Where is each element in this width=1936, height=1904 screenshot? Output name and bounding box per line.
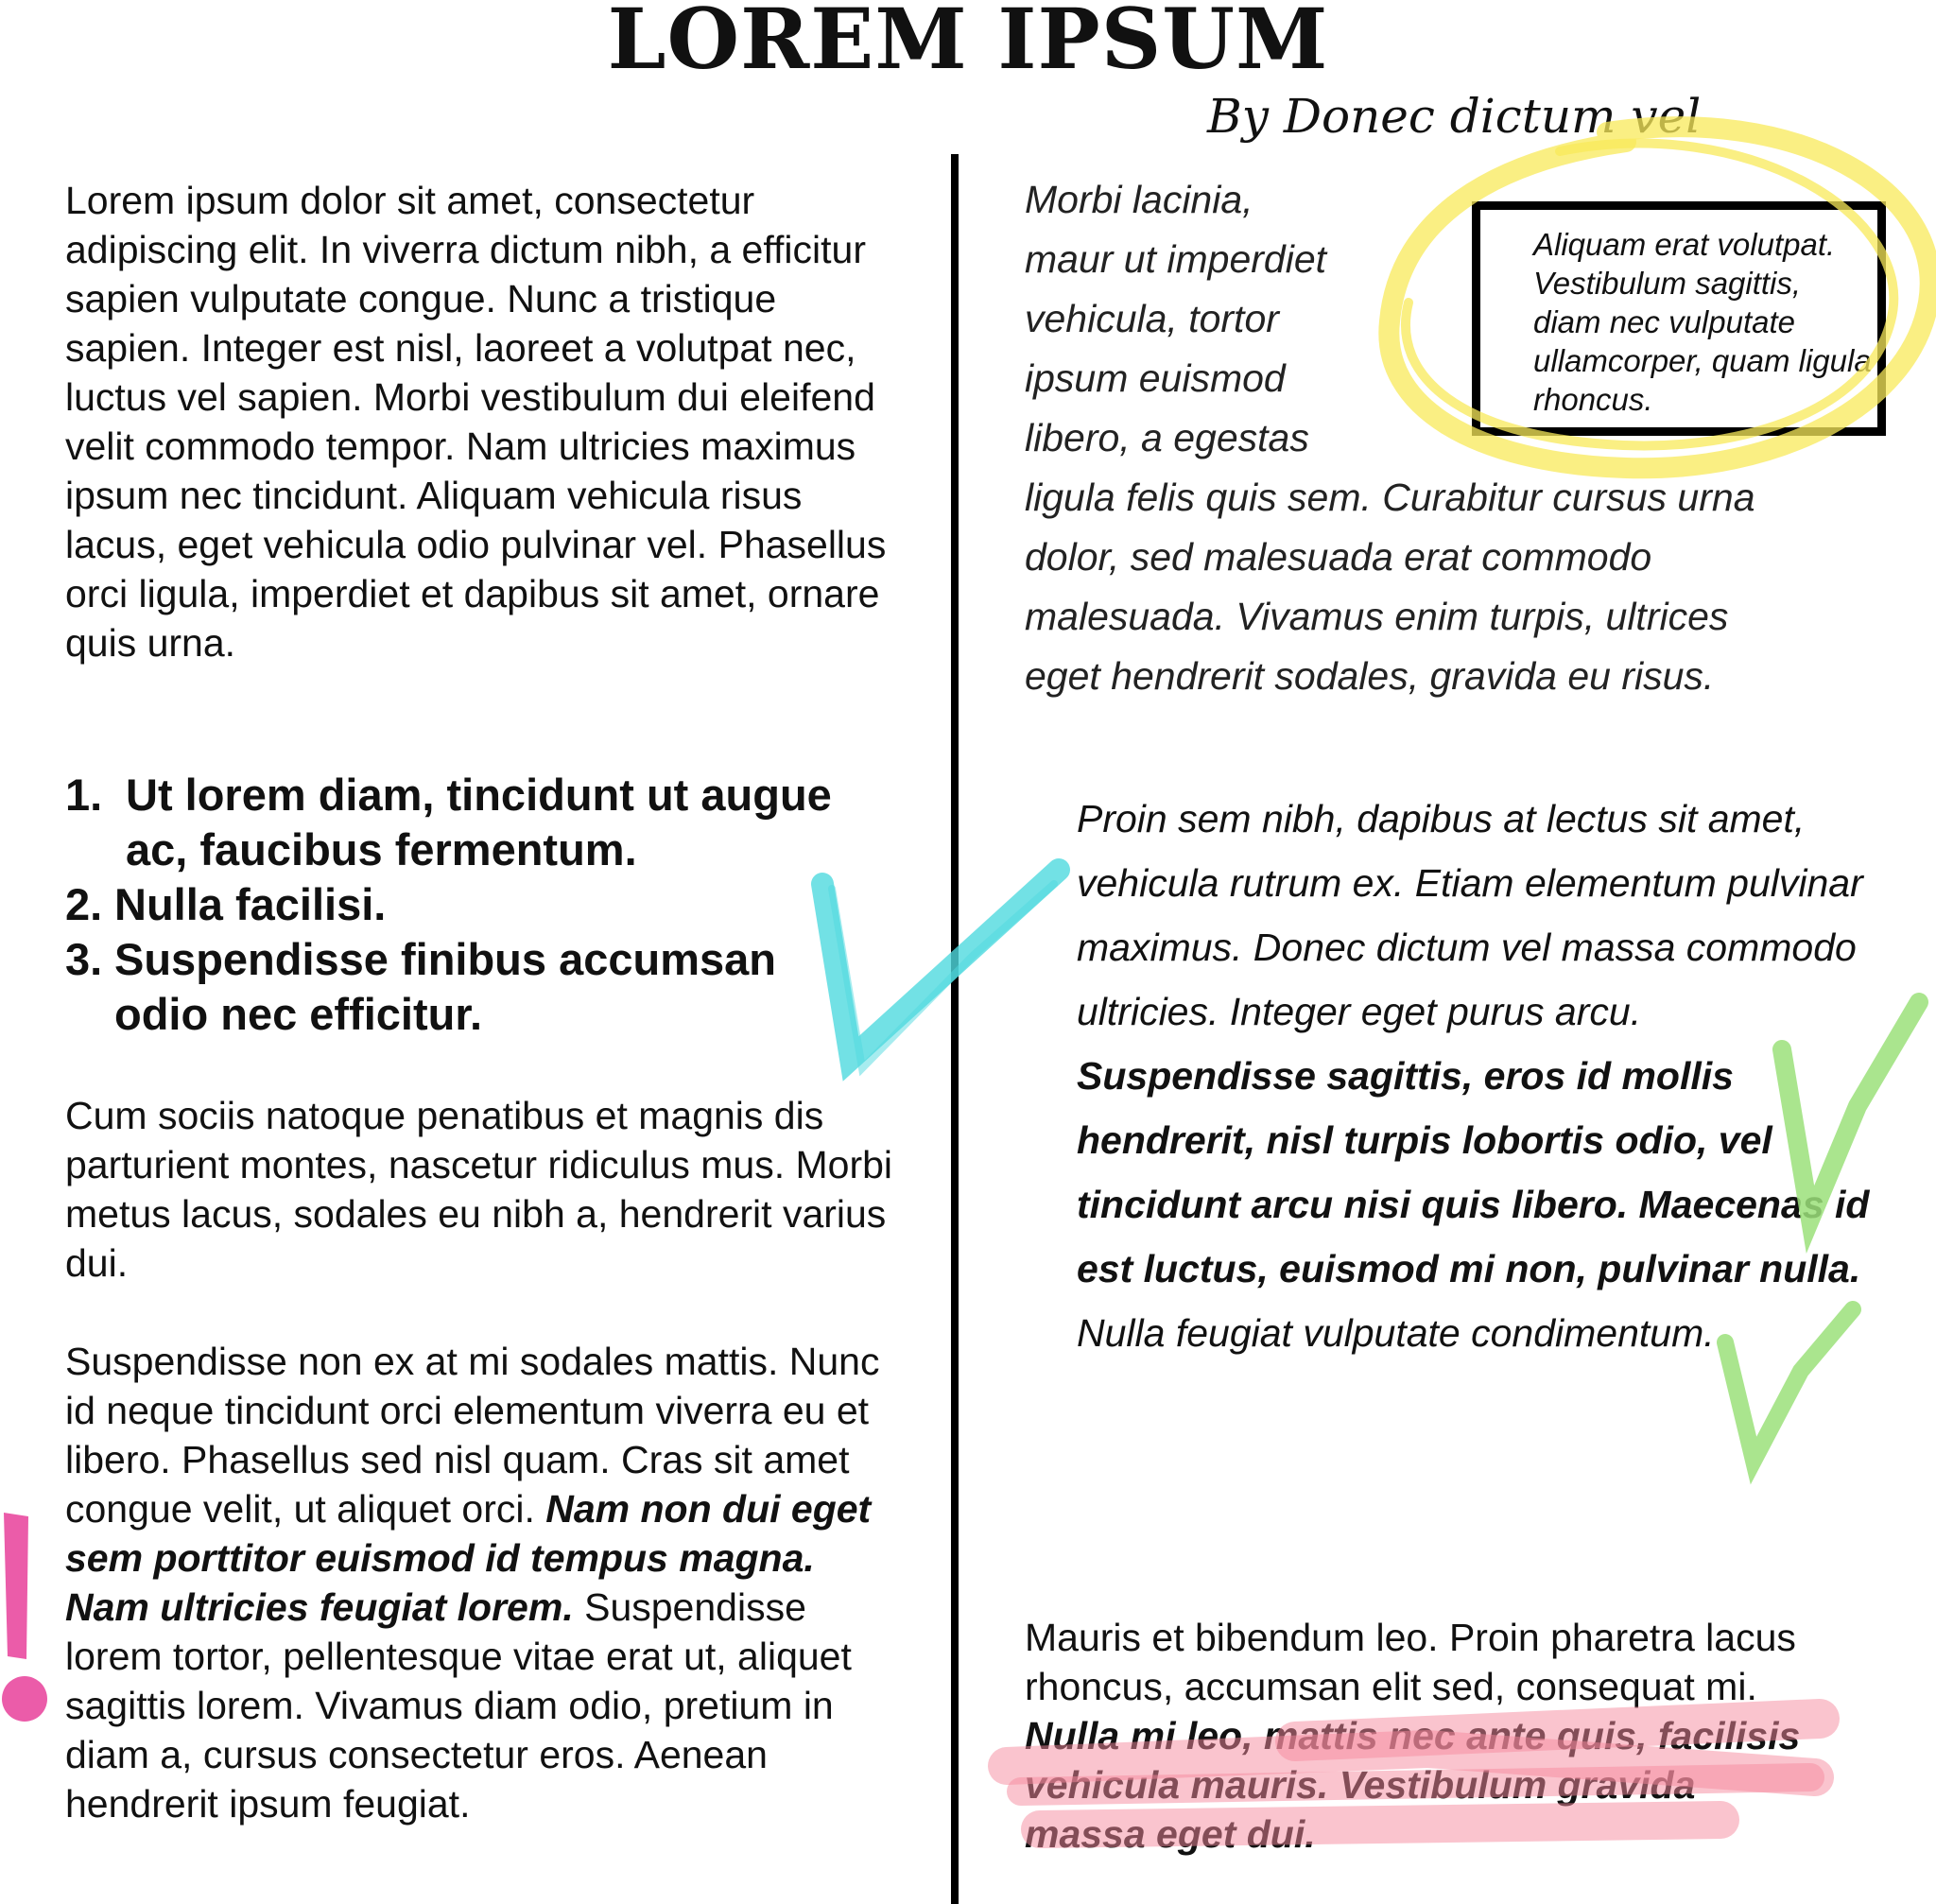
list-number: 2. — [65, 879, 103, 929]
left-paragraph-3 — [65, 1337, 907, 1828]
callout-text: Aliquam erat volutpat. Vestibulum sagittis, diam nec vulputate ullamcorper, quam ligula rhoncus. — [1533, 227, 1872, 417]
bold-text: Nam non dui eget sem porttitor euismod id tempus magna. Nam ultricies feugiat lorem. — [65, 1487, 872, 1629]
list-text: Ut lorem diam, tincidunt ut augue ac, faucibus fermentum. — [126, 770, 832, 874]
bold-text: Suspendisse sagittis, eros id mollis hendrerit, nisl turpis lobortis odio, vel tincidunt arcu nisi quis libero. Maecenas id est luctus, euismod mi non, pulvinar nulla. — [1077, 1054, 1870, 1290]
pink-exclamation-icon — [2, 1513, 47, 1722]
list-item — [65, 932, 859, 1042]
text: Suspendisse non ex at mi sodales mattis. Nunc id neque tincidunt orci elementum viverra eu et libero. Phasellus sed nisl quam. Cras sit amet congue velit, ut aliquet orci. — [65, 1340, 880, 1531]
left-paragraph-1: Lorem ipsum dolor sit amet, consectetur adipiscing elit. In viverra dictum nibh, a efficitur sapien vulputate congue. Nunc a tristique sapien. Integer est nisl, laoreet a volutpat nec, luctus vel sapien. Morbi vestibulum dui eleifend velit commodo tempor. Nam ultricies maximus ipsum nec tincidunt. Aliquam vehicula risus lacus, eget vehicula odio pulvinar vel. Phasellus orci ligula, imperdiet et dapibus sit amet, ornare quis urna. — [65, 179, 887, 665]
list-item — [65, 877, 859, 932]
byline: By Donec dictum vel — [1207, 89, 1702, 144]
text: Proin sem nibh, dapibus at lectus sit amet, vehicula rutrum ex. Etiam elementum pulvinar maximus. Donec dictum vel massa commodo ultricies. Integer eget purus arcu. — [1077, 797, 1863, 1033]
list-text: Nulla facilisi. — [114, 879, 387, 929]
bold-text: Nulla mi leo, mattis nec ante quis, facilisis vehicula mauris. Vestibulum gravida massa eget dui. — [1025, 1714, 1801, 1856]
text: Suspendisse lorem tortor, pellentesque vitae erat ut, aliquet sagittis lorem. Vivamus diam odio, pretium in diam a, cursus consectetur eros. Aenean hendrerit ipsum feugiat. — [65, 1585, 852, 1826]
text: Mauris et bibendum leo. Proin pharetra lacus rhoncus, accumsan elit sed, consequat mi. — [1025, 1616, 1796, 1708]
page-title: LOREM IPSUM — [607, 0, 1329, 88]
text: Nulla feugiat vulputate condimentum. — [1077, 1311, 1715, 1355]
text: Morbi lacinia, maur ut imperdiet vehicula, tortor ipsum euismod libero, a egestas ligula felis quis sem. Curabitur cursus urna dolor, sed malesuada erat commodo malesuada. Vivamus enim turpis, ultrices eget hendrerit sodales, gravida eu risus. — [1025, 178, 1755, 698]
right-paragraph-2 — [1077, 787, 1909, 1365]
callout-box — [1472, 201, 1886, 436]
list-item — [65, 768, 859, 877]
list-number: 1. — [65, 770, 103, 820]
list-number: 3. — [65, 934, 103, 984]
column-divider — [951, 154, 959, 1904]
left-paragraph-2: Cum sociis natoque penatibus et magnis dis parturient montes, nascetur ridiculus mus. Morbi metus lacus, sodales eu nibh a, hendrerit varius dui. — [65, 1094, 893, 1285]
list-text: Suspendisse finibus accumsan odio nec efficitur. — [114, 934, 776, 1039]
right-paragraph-3 — [1025, 1613, 1819, 1859]
numbered-list — [65, 768, 859, 1042]
